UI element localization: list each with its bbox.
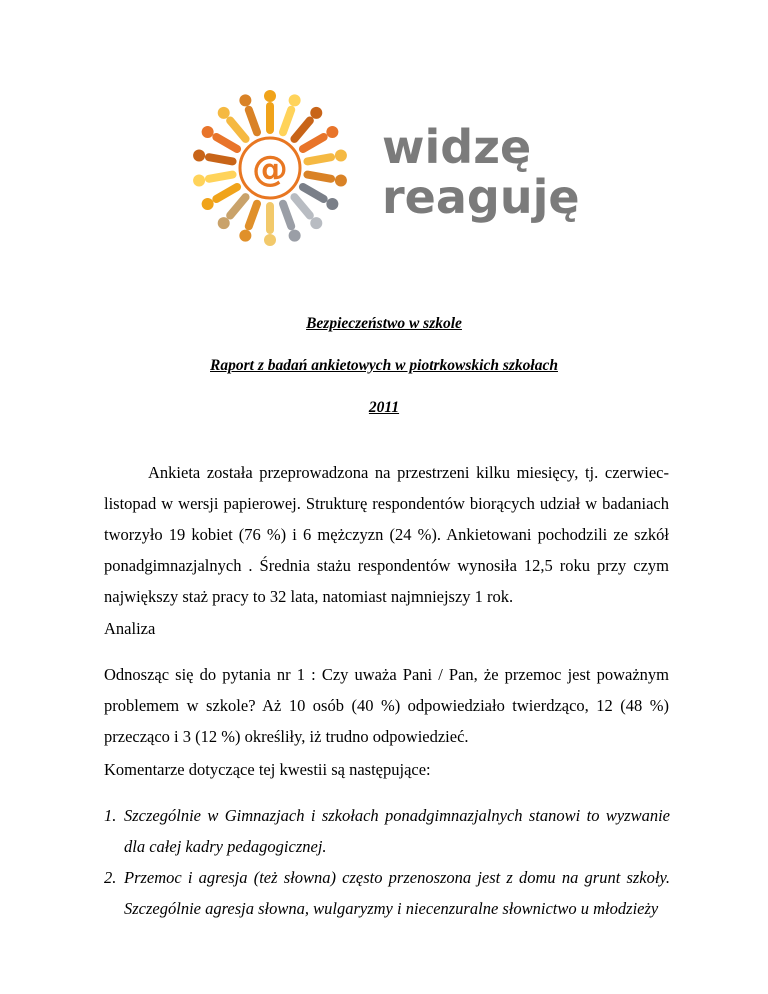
ray-body [230, 121, 245, 139]
list-item-text: Przemoc i agresja (też słowna) często przenoszona jest z domu na grunt szkoły. Szczególnie agresja słowna, wulgaryzmy i niecenzuralne słownictwo u młodzieży [124, 868, 670, 918]
ray-body [283, 110, 291, 133]
ray-body [249, 110, 257, 133]
brand-line-1: widzę [382, 120, 532, 174]
ray-body [303, 187, 324, 199]
ray-head [218, 217, 230, 229]
ray-body [294, 121, 309, 139]
comments-heading: Komentarze dotyczące tej kwestii są następujące: [104, 760, 431, 779]
ray-head [239, 230, 251, 242]
ray-head [193, 149, 205, 161]
intro-paragraph: Ankieta została przeprowadzona na przestrzeni kilku miesięcy, tj. czerwiec-listopad w wersji papierowej. Strukturę respondentów biorących udział w badaniach tworzyło 19 kobiet (76 %) i 6 mężczyzn (24 %). Ankietowani pochodzili ze szkół ponadgimnazjalnych . Średnia stażu respondentów wynosiła 12,5 roku przy czym największy staż pracy to 32 lata, natomiast najmniejszy 1 rok. [104, 463, 669, 606]
document-subtitle: Raport z badań ankietowych w piotrkowskich szkołach [210, 357, 558, 374]
at-symbol: @ [252, 149, 288, 190]
ray-body [283, 204, 291, 227]
brand-text [382, 122, 580, 222]
ray-head [326, 198, 338, 210]
ray-head [310, 107, 322, 119]
ray-head [310, 217, 322, 229]
list-item [104, 800, 670, 862]
list-item [104, 862, 670, 924]
list-item-text: Szczególnie w Gimnazjach i szkołach ponadgimnazjalnych stanowi to wyzwanie dla całej kadry pedagogicznej. [124, 806, 670, 856]
ray-body [307, 175, 331, 179]
question-paragraph: Odnosząc się do pytania nr 1 : Czy uważa Pani / Pan, że przemoc jest poważnym problemem w szkole? Aż 10 osób (40 %) odpowiedziało twierdząco, 12 (48 %) przecząco i 3 (12 %) określiły, iż trudno odpowiedzieć. [104, 665, 669, 746]
list-item-number: 1. [104, 806, 117, 825]
ray-body [216, 187, 237, 199]
ray-head [218, 107, 230, 119]
ray-head [289, 230, 301, 242]
ray-head [335, 175, 347, 187]
ray-body [216, 137, 237, 149]
ray-head [193, 175, 205, 187]
ray-body [307, 157, 331, 161]
ray-head [202, 126, 214, 138]
sun-people-icon [190, 88, 350, 248]
analysis-heading: Analiza [104, 619, 156, 638]
ray-head [264, 234, 276, 246]
list-item-number: 2. [104, 868, 117, 887]
ray-body [209, 175, 233, 179]
ray-body [294, 197, 309, 215]
ray-head [202, 198, 214, 210]
comments-list [104, 800, 670, 924]
ray-body [303, 137, 324, 149]
ray-head [239, 94, 251, 106]
ray-body [209, 157, 233, 161]
ray-head [264, 90, 276, 102]
ray-body [230, 197, 245, 215]
ray-head [289, 94, 301, 106]
ray-head [326, 126, 338, 138]
document-year: 2011 [368, 399, 400, 416]
brand-line-2: reaguję [382, 170, 580, 224]
ray-head [335, 149, 347, 161]
ray-body [249, 204, 257, 227]
document-title: Bezpieczeństwo w szkole [306, 315, 462, 332]
